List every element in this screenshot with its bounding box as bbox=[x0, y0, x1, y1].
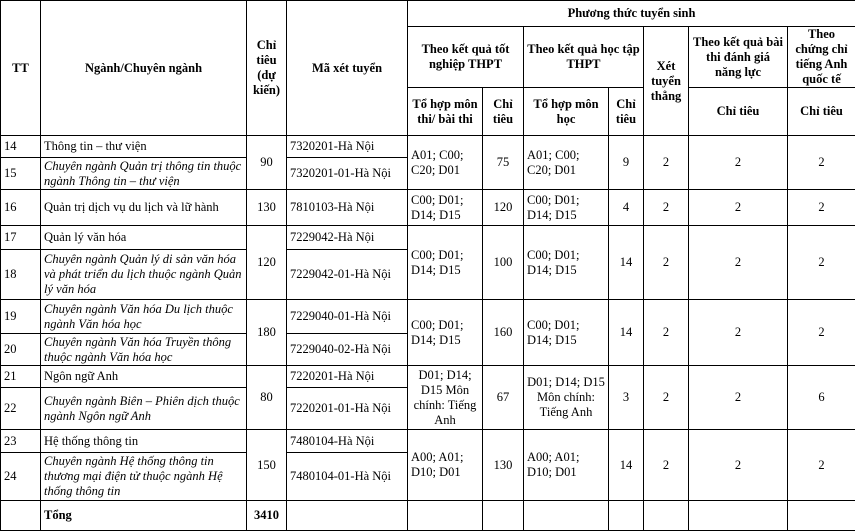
row-quota-hocba: 9 bbox=[609, 136, 644, 190]
row-quota: 150 bbox=[247, 430, 287, 501]
table-row bbox=[1, 300, 855, 334]
row-tt: 15 bbox=[1, 158, 41, 190]
table-row bbox=[1, 226, 855, 250]
row-code: 7229040-02-Hà Nội bbox=[287, 334, 408, 366]
total-row bbox=[1, 501, 855, 531]
row-combo-hocba: A01; C00; C20; D01 bbox=[524, 136, 609, 190]
row-major: Thông tin – thư viện bbox=[41, 136, 247, 158]
row-tt: 19 bbox=[1, 300, 41, 334]
row-major: Chuyên ngành Quản trị thông tin thuộc ngành Thông tin – thư viện bbox=[41, 158, 247, 190]
row-combo-thpt: A00; A01; D10; D01 bbox=[408, 430, 483, 501]
row-code: 7320201-01-Hà Nội bbox=[287, 158, 408, 190]
row-quota-thpt: 67 bbox=[483, 366, 524, 430]
row-quota-english: 2 bbox=[788, 136, 855, 190]
row-tt: 20 bbox=[1, 334, 41, 366]
row-major: Chuyên ngành Quản lý di sản văn hóa và phát triển du lịch thuộc ngành Quản lý văn hóa bbox=[41, 250, 247, 300]
row-code: 7220201-Hà Nội bbox=[287, 366, 408, 388]
row-quota-english: 2 bbox=[788, 300, 855, 366]
row-quota-thpt: 160 bbox=[483, 300, 524, 366]
header-method-hocba: Theo kết quả học tập THPT bbox=[524, 27, 644, 88]
row-major: Ngôn ngữ Anh bbox=[41, 366, 247, 388]
row-quota: 130 bbox=[247, 190, 287, 226]
row-quota-english: 2 bbox=[788, 430, 855, 501]
row-quota-direct: 2 bbox=[644, 190, 689, 226]
row-quota-direct: 2 bbox=[644, 226, 689, 300]
row-quota-hocba: 14 bbox=[609, 430, 644, 501]
table-row bbox=[1, 430, 855, 453]
row-code: 7320201-Hà Nội bbox=[287, 136, 408, 158]
row-code: 7229042-01-Hà Nội bbox=[287, 250, 408, 300]
row-quota-direct: 2 bbox=[644, 430, 689, 501]
row-quota-direct: 2 bbox=[644, 300, 689, 366]
header-major: Ngành/Chuyên ngành bbox=[41, 1, 247, 136]
row-combo-hocba: C00; D01; D14; D15 bbox=[524, 190, 609, 226]
header-quota: Chỉ tiêu (dự kiến) bbox=[247, 1, 287, 136]
row-major: Chuyên ngành Hệ thống thông tin thương mại điện tử thuộc ngành Hệ thống thông tin bbox=[41, 453, 247, 501]
row-code: 7229042-Hà Nội bbox=[287, 226, 408, 250]
row-combo-thpt: D01; D14; D15 Môn chính: Tiếng Anh bbox=[408, 366, 483, 430]
row-quota-dgnl: 2 bbox=[689, 226, 788, 300]
row-quota-dgnl: 2 bbox=[689, 366, 788, 430]
row-combo-hocba: A00; A01; D10; D01 bbox=[524, 430, 609, 501]
row-quota: 120 bbox=[247, 226, 287, 300]
row-combo-thpt: A01; C00; C20; D01 bbox=[408, 136, 483, 190]
row-quota-dgnl: 2 bbox=[689, 190, 788, 226]
row-quota-hocba: 4 bbox=[609, 190, 644, 226]
header-quota-english: Chỉ tiêu bbox=[788, 88, 855, 136]
row-quota-english: 2 bbox=[788, 226, 855, 300]
header-code: Mã xét tuyển bbox=[287, 1, 408, 136]
row-major: Quản lý văn hóa bbox=[41, 226, 247, 250]
row-code: 7810103-Hà Nội bbox=[287, 190, 408, 226]
row-combo-hocba: D01; D14; D15 Môn chính: Tiếng Anh bbox=[524, 366, 609, 430]
row-quota-dgnl: 2 bbox=[689, 300, 788, 366]
row-quota-thpt: 100 bbox=[483, 226, 524, 300]
table-row bbox=[1, 190, 855, 226]
row-combo-thpt: C00; D01; D14; D15 bbox=[408, 226, 483, 300]
row-tt: 22 bbox=[1, 388, 41, 430]
header-method-dgnl: Theo kết quả bài thi đánh giá năng lực bbox=[689, 27, 788, 88]
table-row bbox=[1, 366, 855, 388]
header-combo-subject: Tổ hợp môn học bbox=[524, 88, 609, 136]
row-quota-thpt: 130 bbox=[483, 430, 524, 501]
row-combo-hocba: C00; D01; D14; D15 bbox=[524, 300, 609, 366]
row-tt: 18 bbox=[1, 250, 41, 300]
row-quota-hocba: 14 bbox=[609, 300, 644, 366]
row-tt: 24 bbox=[1, 453, 41, 501]
row-tt: 16 bbox=[1, 190, 41, 226]
header-tt: TT bbox=[1, 1, 41, 136]
row-tt: 17 bbox=[1, 226, 41, 250]
row-quota-dgnl: 2 bbox=[689, 430, 788, 501]
row-quota-direct: 2 bbox=[644, 366, 689, 430]
header-quota-thpt: Chỉ tiêu bbox=[483, 88, 524, 136]
row-combo-hocba: C00; D01; D14; D15 bbox=[524, 226, 609, 300]
header-method-english: Theo chứng chỉ tiếng Anh quốc tế bbox=[788, 27, 855, 88]
row-major: Hệ thống thông tin bbox=[41, 430, 247, 453]
header-method-direct: Xét tuyển thẳng bbox=[644, 27, 689, 136]
total-value: 3410 bbox=[247, 501, 287, 531]
row-major: Chuyên ngành Văn hóa Truyền thông thuộc ngành Văn hóa học bbox=[41, 334, 247, 366]
row-quota: 80 bbox=[247, 366, 287, 430]
row-combo-thpt: C00; D01; D14; D15 bbox=[408, 190, 483, 226]
header-combo-exam: Tổ hợp môn thi/ bài thi bbox=[408, 88, 483, 136]
header-method-thpt: Theo kết quả tốt nghiệp THPT bbox=[408, 27, 524, 88]
total-label: Tổng bbox=[41, 501, 247, 531]
row-quota-english: 2 bbox=[788, 190, 855, 226]
row-tt: 23 bbox=[1, 430, 41, 453]
row-quota: 180 bbox=[247, 300, 287, 366]
row-quota-thpt: 75 bbox=[483, 136, 524, 190]
row-major: Chuyên ngành Biên – Phiên dịch thuộc ngành Ngôn ngữ Anh bbox=[41, 388, 247, 430]
row-tt: 21 bbox=[1, 366, 41, 388]
row-code: 7480104-01-Hà Nội bbox=[287, 453, 408, 501]
row-code: 7220201-01-Hà Nội bbox=[287, 388, 408, 430]
row-code: 7480104-Hà Nội bbox=[287, 430, 408, 453]
header-quota-dgnl: Chỉ tiêu bbox=[689, 88, 788, 136]
header-methods: Phương thức tuyển sinh bbox=[408, 1, 855, 27]
table-row bbox=[1, 136, 855, 158]
row-quota-direct: 2 bbox=[644, 136, 689, 190]
row-quota-thpt: 120 bbox=[483, 190, 524, 226]
row-quota: 90 bbox=[247, 136, 287, 190]
row-combo-thpt: C00; D01; D14; D15 bbox=[408, 300, 483, 366]
row-quota-english: 6 bbox=[788, 366, 855, 430]
row-quota-hocba: 3 bbox=[609, 366, 644, 430]
row-major: Quản trị dịch vụ du lịch và lữ hành bbox=[41, 190, 247, 226]
row-code: 7229040-01-Hà Nội bbox=[287, 300, 408, 334]
row-quota-dgnl: 2 bbox=[689, 136, 788, 190]
row-quota-hocba: 14 bbox=[609, 226, 644, 300]
header-quota-hocba: Chỉ tiêu bbox=[609, 88, 644, 136]
row-major: Chuyên ngành Văn hóa Du lịch thuộc ngành Văn hóa học bbox=[41, 300, 247, 334]
row-tt: 14 bbox=[1, 136, 41, 158]
